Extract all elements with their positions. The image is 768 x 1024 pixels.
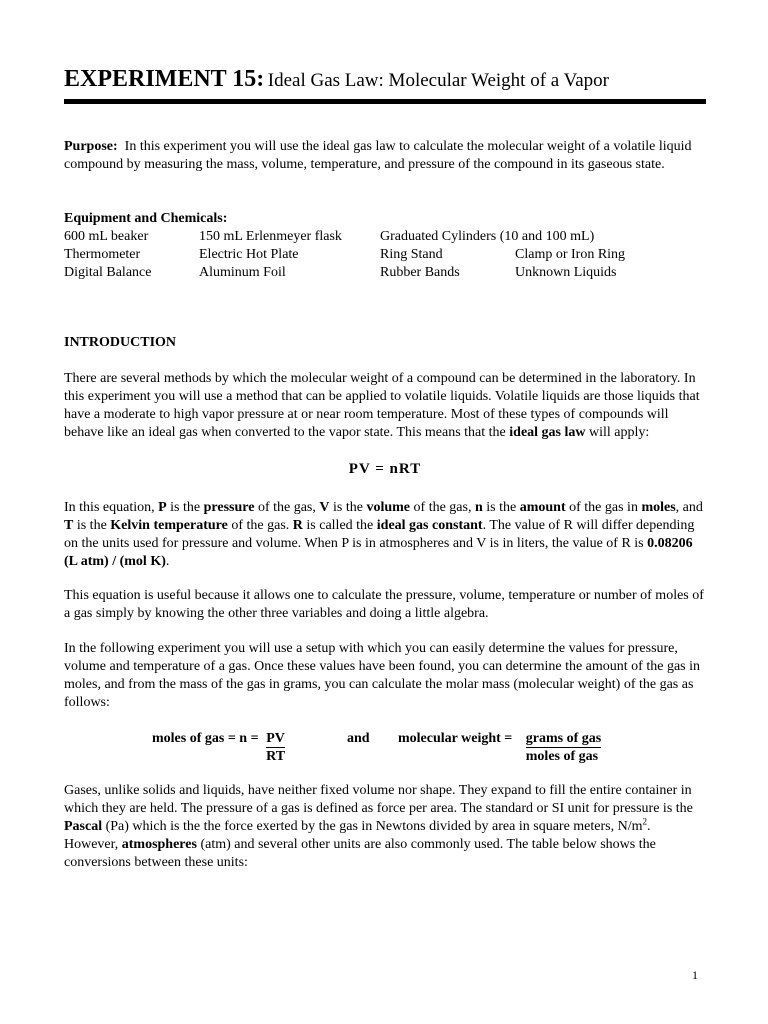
purpose-paragraph — [64, 138, 706, 174]
p2-text: of the gas, — [254, 500, 320, 515]
equipment-heading: Equipment and Chemicals: — [64, 211, 228, 226]
equipment-item: Digital Balance — [64, 265, 152, 280]
p2-text: of the gas, — [410, 500, 475, 515]
p2-term: amount — [519, 500, 566, 515]
fraction-denominator: RT — [266, 749, 286, 764]
purpose-text: In this experiment you will use the ideal gas law to calculate the molecular weight of a volatile liquid compound by measuring the mass, volume, temperature, and pressure of the compound in its gaseous state. — [64, 139, 692, 172]
fraction-denominator: moles of gas — [525, 749, 599, 764]
molecular-weight-formula — [398, 730, 601, 766]
mass-over-moles-fraction — [526, 730, 601, 766]
p5-text: . However, — [64, 819, 651, 852]
pascal-term: Pascal — [64, 819, 103, 834]
ideal-gas-equation: PV = nRT — [348, 461, 422, 477]
p2-term: n — [474, 500, 483, 515]
pv-over-rt-fraction — [266, 730, 285, 766]
equipment-item: Electric Hot Plate — [199, 247, 299, 262]
p2-term: R — [292, 518, 303, 533]
p2-text: . — [165, 554, 170, 569]
p2-term: moles — [641, 500, 676, 515]
intro-paragraph-2 — [64, 499, 706, 571]
title-subtitle: Ideal Gas Law: Molecular Weight of a Vapor — [267, 70, 609, 91]
p2-text: is the — [329, 500, 367, 515]
title-main: EXPERIMENT 15: — [64, 66, 265, 92]
p2-text: is the — [73, 518, 111, 533]
atmospheres-term: atmospheres — [121, 837, 197, 852]
equipment-row — [64, 246, 664, 264]
p2-text: In this equation, — [64, 500, 159, 515]
formula-and: and — [347, 731, 370, 746]
p2-text: of the gas in — [565, 500, 642, 515]
intro-paragraph-1 — [64, 370, 706, 442]
fraction-numerator: grams of gas — [525, 731, 602, 746]
equipment-item: 150 mL Erlenmeyer flask — [199, 229, 342, 244]
equipment-row — [64, 228, 664, 246]
equipment-row — [64, 264, 664, 282]
intro-paragraph-3: This equation is useful because it allows one to calculate the pressure, volume, temperature or number of moles of a gas simply by knowing the other three variables and doing a little algebra. — [64, 588, 704, 621]
equipment-item: Thermometer — [64, 247, 141, 262]
p2-term: T — [64, 518, 74, 533]
equipment-item: Graduated Cylinders (10 and 100 mL) — [380, 229, 595, 244]
purpose-label: Purpose: — [64, 139, 118, 154]
p2-term: P — [158, 500, 167, 515]
equipment-item: 600 mL beaker — [64, 229, 149, 244]
equipment-item: Rubber Bands — [380, 265, 460, 280]
equipment-item: Aluminum Foil — [199, 265, 286, 280]
intro-p1-text: There are several methods by which the molecular weight of a compound can be determined in the laboratory. In this experiment you will use a method that can be applied to volatile liquids. Volatile liquids are those liquids that have a moderate to high vapor pressure at or near room temperature. Most of these types of compounds will behave like an ideal gas when converted to the vapor state. This means that the — [64, 371, 700, 440]
p2-term: V — [319, 500, 330, 515]
exponent: 2 — [642, 816, 647, 827]
p2-text: . The value of R will differ depending on the units used for pressure and volume. When P is in atmospheres and V is in liters, the value of R is — [64, 518, 695, 551]
intro-paragraph-4: In the following experiment you will use a setup with which you can easily determine the values for pressure, volume and temperature of a gas. Once these values have been found, you can determine the amount of the gas in moles, and from the mass of the gas in grams, you can calculate the molar mass (molecular weight) of the gas as follows: — [64, 641, 700, 710]
page-title — [64, 66, 706, 102]
equipment-item: Clamp or Iron Ring — [515, 247, 626, 262]
gas-constant-value: 0.08206 (L atm) / (mol K) — [64, 536, 693, 569]
ideal-gas-law-term: ideal gas law — [509, 425, 586, 440]
title-divider — [64, 99, 706, 104]
p2-text: of the gas. — [227, 518, 293, 533]
p2-text: , and — [675, 500, 703, 515]
p2-term: volume — [366, 500, 411, 515]
equipment-item: Ring Stand — [380, 247, 443, 262]
intro-paragraph-5 — [64, 782, 706, 872]
moles-formula-lhs: moles of gas = n = — [152, 731, 259, 746]
equipment-list — [64, 228, 664, 282]
page-number: 1 — [692, 968, 698, 982]
p2-text: is the — [166, 500, 204, 515]
p2-term: pressure — [203, 500, 255, 515]
p2-text: is called the — [302, 518, 377, 533]
p2-term: ideal gas constant — [376, 518, 483, 533]
p2-term: Kelvin temperature — [110, 518, 228, 533]
fraction-numerator: PV — [266, 731, 285, 746]
p2-text: is the — [482, 500, 520, 515]
p5-text: Gases, unlike solids and liquids, have neither fixed volume nor shape. They expand to fill the entire container in which they are held. The pressure of a gas is defined as force per area. The standard or SI unit for pressure is the — [64, 783, 693, 816]
p5-text: (Pa) which is the the force exerted by the gas in Newtons divided by area in square meters, N/m — [102, 819, 643, 834]
molecular-weight-lhs: molecular weight = — [398, 731, 513, 746]
equipment-item: Unknown Liquids — [515, 265, 617, 280]
moles-formula — [152, 730, 285, 766]
introduction-heading: INTRODUCTION — [64, 335, 177, 350]
p5-text: (atm) and several other units are also commonly used. The table below shows the conversions between these units: — [64, 837, 656, 870]
intro-p1-end: will apply: — [585, 425, 650, 440]
